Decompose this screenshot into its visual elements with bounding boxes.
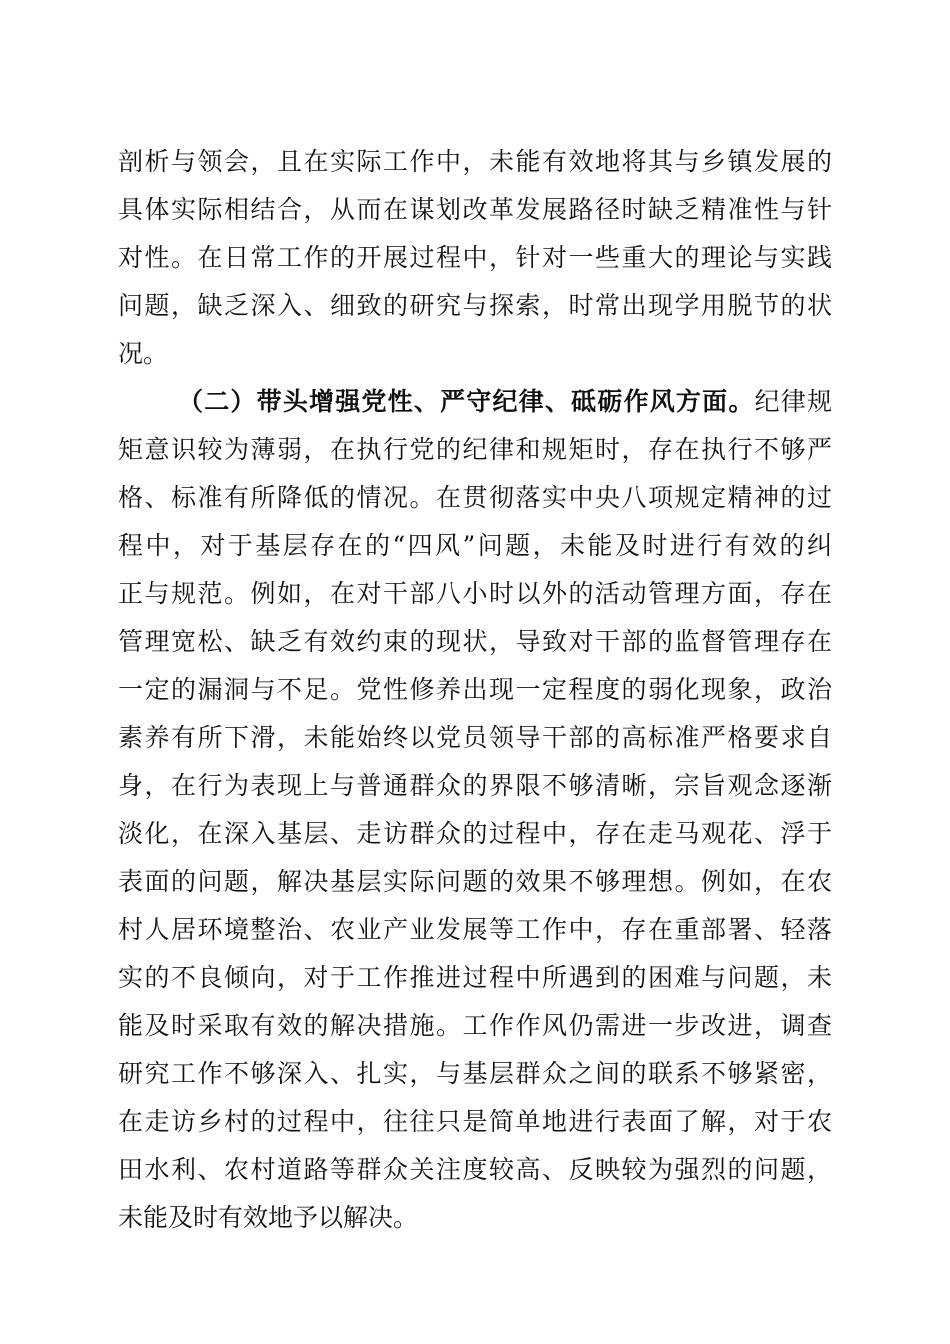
paragraph-2-line-15: 研究工作不够深入、扎实，与基层群众之间的联系不够紧密， <box>118 1059 832 1088</box>
paragraph-2-line-9: 身，在行为表现上与普通群众的界限不够清晰，宗旨观念逐渐 <box>118 771 832 800</box>
paragraph-2-line-6: 管理宽松、缺乏有效约束的现状，导致对干部的监督管理存在 <box>118 627 832 656</box>
paragraph-2-line-1-rest: 纪律规 <box>754 387 832 416</box>
paragraph-1-line-1: 剖析与领会，且在实际工作中，未能有效地将其与乡镇发展的 <box>118 147 832 176</box>
paragraph-2-line-18: 未能及时有效地予以解决。 <box>118 1203 419 1232</box>
paragraph-1-line-2: 具体实际相结合，从而在谋划改革发展路径时缺乏精准性与针 <box>118 195 832 224</box>
paragraph-2-line-16: 在走访乡村的过程中，往往只是简单地进行表面了解，对于农 <box>118 1107 832 1136</box>
paragraph-1-line-5: 况。 <box>118 339 169 368</box>
paragraph-2-line-12: 村人居环境整治、农业产业发展等工作中，存在重部署、轻落 <box>118 915 832 944</box>
section-heading: （二）带头增强党性、严守纪律、砥砺作风方面。 <box>178 387 755 416</box>
paragraph-2-line-5: 正与规范。例如，在对干部八小时以外的活动管理方面，存在 <box>118 579 832 608</box>
paragraph-2-line-7: 一定的漏洞与不足。党性修养出现一定程度的弱化现象，政治 <box>118 675 832 704</box>
paragraph-2-line-10: 淡化，在深入基层、走访群众的过程中，存在走马观花、浮于 <box>118 819 832 848</box>
paragraph-2-line-17: 田水利、农村道路等群众关注度较高、反映较为强烈的问题， <box>118 1155 832 1184</box>
paragraph-2-line-4: 程中，对于基层存在的“四风”问题，未能及时进行有效的纠 <box>118 531 832 560</box>
paragraph-1-line-3: 对性。在日常工作的开展过程中，针对一些重大的理论与实践 <box>118 243 832 272</box>
paragraph-2-line-13: 实的不良倾向，对于工作推进过程中所遇到的困难与问题，未 <box>118 963 832 992</box>
paragraph-2-line-3: 格、标准有所降低的情况。在贯彻落实中央八项规定精神的过 <box>118 483 832 512</box>
paragraph-2-line-1 <box>178 384 832 420</box>
paragraph-2-line-8: 素养有所下滑，未能始终以党员领导干部的高标准严格要求自 <box>118 723 832 752</box>
paragraph-1-line-4: 问题，缺乏深入、细致的研究与探索，时常出现学用脱节的状 <box>118 291 832 320</box>
paragraph-2-line-14: 能及时采取有效的解决措施。工作作风仍需进一步改进，调查 <box>118 1011 832 1040</box>
paragraph-2-line-2: 矩意识较为薄弱，在执行党的纪律和规矩时，存在执行不够严 <box>118 435 832 464</box>
paragraph-2-line-11: 表面的问题，解决基层实际问题的效果不够理想。例如，在农 <box>118 867 832 896</box>
